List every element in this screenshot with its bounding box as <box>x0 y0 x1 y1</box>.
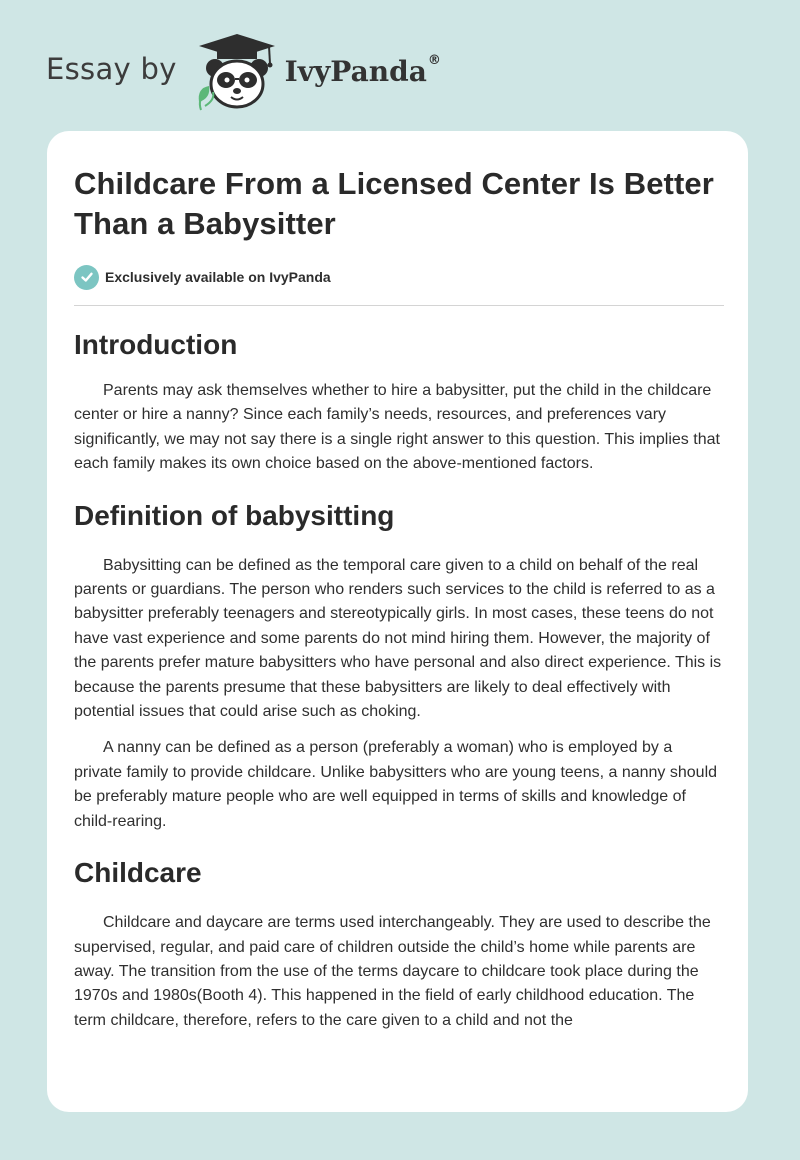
article-card <box>47 131 748 1112</box>
paragraph: Parents may ask themselves whether to hire a babysitter, put the child in the childcare center or hire a nanny? Since each family’s needs, resources, and preferences vary significantly, we may not say there is a single right answer to this question. This implies that each family makes its own choice based on the above-mentioned factors. <box>74 382 720 473</box>
brand-name: IvyPanda® <box>284 52 441 88</box>
title-divider <box>74 305 724 306</box>
article-title: Childcare From a Licensed Center Is Better Than a Babysitter <box>74 166 714 241</box>
paragraph: Babysitting can be defined as the temporal care given to a child on behalf of the real parents or guardians. The person who renders such services to the child is referred to as a babysitter preferably teenagers and stereotypically girls. In most cases, these teens do not have vast experience and some parents do not mind hiring them. However, the majority of the parents prefer mature babysitters who have personal and also direct experience. This is because the parents presume that these babysitters are likely to deal effectively with potential issues that could arise such as choking. <box>74 556 722 721</box>
article-content <box>74 164 724 1033</box>
site-header <box>46 32 441 112</box>
registered-mark: ® <box>427 52 441 68</box>
paragraph: Childcare and daycare are terms used interchangeably. They are used to describe the supervised, regular, and paid care of children outside the child’s home while parents are away. The transition from the use of the terms daycare to childcare took place during the 1970s and 1980s(Booth 4). This happened in the field of early childhood education. The term childcare, therefore, refers to the care given to a child and not the <box>74 914 711 1029</box>
section-heading-introduction: Introduction <box>74 329 238 360</box>
section-heading-childcare: Childcare <box>74 857 202 889</box>
essay-by-label: Essay by <box>46 52 177 86</box>
section-heading-definition: Definition of babysitting <box>74 499 395 531</box>
paragraph: A nanny can be defined as a person (preferably a woman) who is employed by a private family to provide childcare. Unlike babysitters who are young teens, a nanny should be preferably mature people who are well equipped in terms of skills and knowledge of child-rearing. <box>74 739 718 830</box>
checkmark-icon <box>74 265 99 290</box>
exclusive-badge <box>74 264 724 290</box>
exclusive-label: Exclusively available on IvyPanda <box>105 269 331 285</box>
panda-logo-icon[interactable] <box>193 32 281 112</box>
